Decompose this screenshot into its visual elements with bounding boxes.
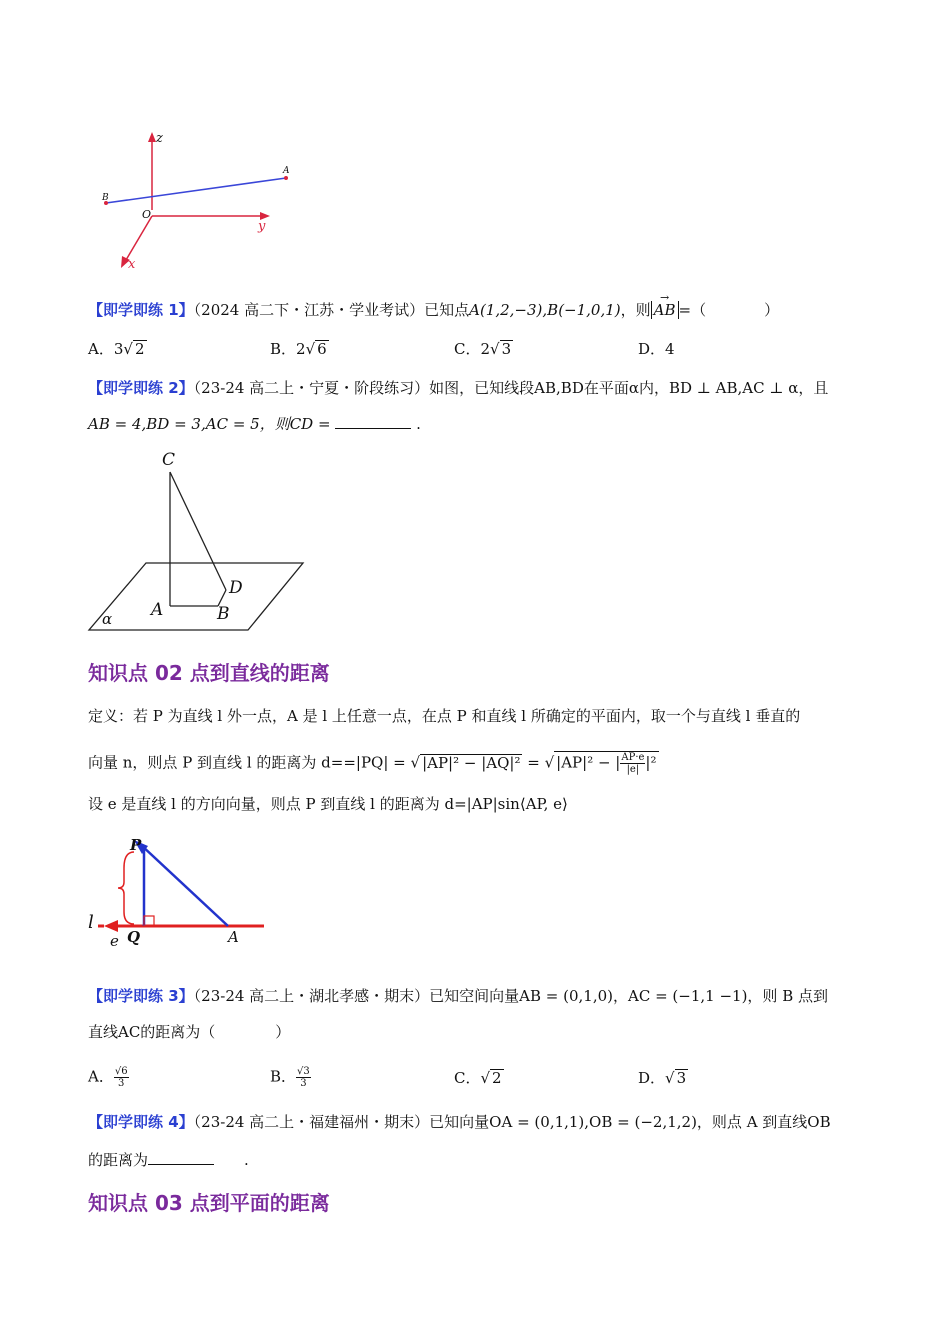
label-alpha: α xyxy=(102,610,113,628)
label-a: A xyxy=(151,600,164,620)
axis-z-label: z xyxy=(156,131,163,146)
definition-line3: 设 e 是直线 l 的方向向量，则点 P 到直线 l 的距离为 d=|AP|sin⟨AP, e⟩ xyxy=(88,795,568,813)
exercise-3-question: 【即学即练 3】（23-24 高二上・湖北孝感・期末）已知空间向量AB = (0,1,0)，AC = (−1,1 −1)，则 B 点到 xyxy=(88,987,828,1005)
origin-label: O xyxy=(142,208,152,221)
label-l: l xyxy=(88,912,94,933)
exercise-2-line2: AB = 4,BD = 3,AC = 5，则CD = . xyxy=(88,415,421,433)
label-e: e xyxy=(110,932,119,950)
label-q: Q xyxy=(127,928,141,946)
figure-3d-axes xyxy=(90,130,330,280)
answer-blank[interactable] xyxy=(148,1150,214,1165)
exercise-2-question: 【即学即练 2】（23-24 高二上・宁夏・阶段练习）如图，已知线段AB,BD在平面α内，BD ⊥ AB,AC ⊥ α，且 xyxy=(88,379,829,397)
option-b[interactable]: B． $\frac{√3}{3}$ xyxy=(270,1066,310,1089)
answer-blank[interactable] xyxy=(335,414,411,429)
section-heading-03: 知识点 03 点到平面的距离 xyxy=(88,1191,330,1215)
exercise-3-line2: 直线AC的距离为（ ） xyxy=(88,1023,291,1041)
point-b-label: B xyxy=(102,193,109,203)
exercise-tag: 【即学即练 4】 xyxy=(88,1113,194,1131)
option-b[interactable]: B．2√ 6 xyxy=(270,340,327,358)
section-heading-02: 知识点 02 点到直线的距离 xyxy=(88,661,330,685)
option-d[interactable]: D．√ 3 xyxy=(638,1069,687,1087)
axis-x-label: x xyxy=(128,257,136,272)
label-p: P xyxy=(130,836,142,854)
option-c[interactable]: C．√ 2 xyxy=(454,1069,502,1087)
option-a[interactable]: A． $\frac{√6}{3}$ xyxy=(88,1066,128,1089)
exercise-tag: 【即学即练 3】 xyxy=(88,987,194,1005)
exercise-tag: 【即学即练 2】 xyxy=(88,379,194,397)
axis-y-label: y xyxy=(258,219,266,234)
definition-line1: 定义：若 P 为直线 l 外一点，A 是 l 上任意一点，在点 P 和直线 l 所确定的平面内，取一个与直线 l 垂直的 xyxy=(88,707,801,725)
option-d[interactable]: D．4 xyxy=(638,340,675,358)
label-d: D xyxy=(229,578,243,598)
definition-line2: 向量 n，则点 P 到直线 l 的距离为 d==|PQ| = √ |AP|² − |AQ|² = √ |AP|² − | $\frac{AP\cdot e}{|e|}$ |² xyxy=(88,752,657,775)
label-a-line: A xyxy=(228,928,239,946)
option-c[interactable]: C．2√ 3 xyxy=(454,340,512,358)
option-a[interactable]: A．3√ 2 xyxy=(88,340,145,358)
exercise-1-question: 【即学即练 1】（2024 高二下・江苏・学业考试）已知点A(1,2,−3),B(−1,0,1)，则→ AB =（ ） xyxy=(88,300,779,320)
label-c: C xyxy=(162,450,176,470)
exercise-4-line2: 的距离为 . xyxy=(88,1151,249,1169)
label-b: B xyxy=(217,604,230,624)
exercise-tag: 【即学即练 1】 xyxy=(88,301,194,319)
figure-plane xyxy=(88,450,308,635)
point-a-label: A xyxy=(283,166,290,176)
exercise-4-question: 【即学即练 4】（23-24 高二上・福建福州・期末）已知向量OA = (0,1,1),OB = (−2,1,2)，则点 A 到直线OB xyxy=(88,1113,831,1131)
